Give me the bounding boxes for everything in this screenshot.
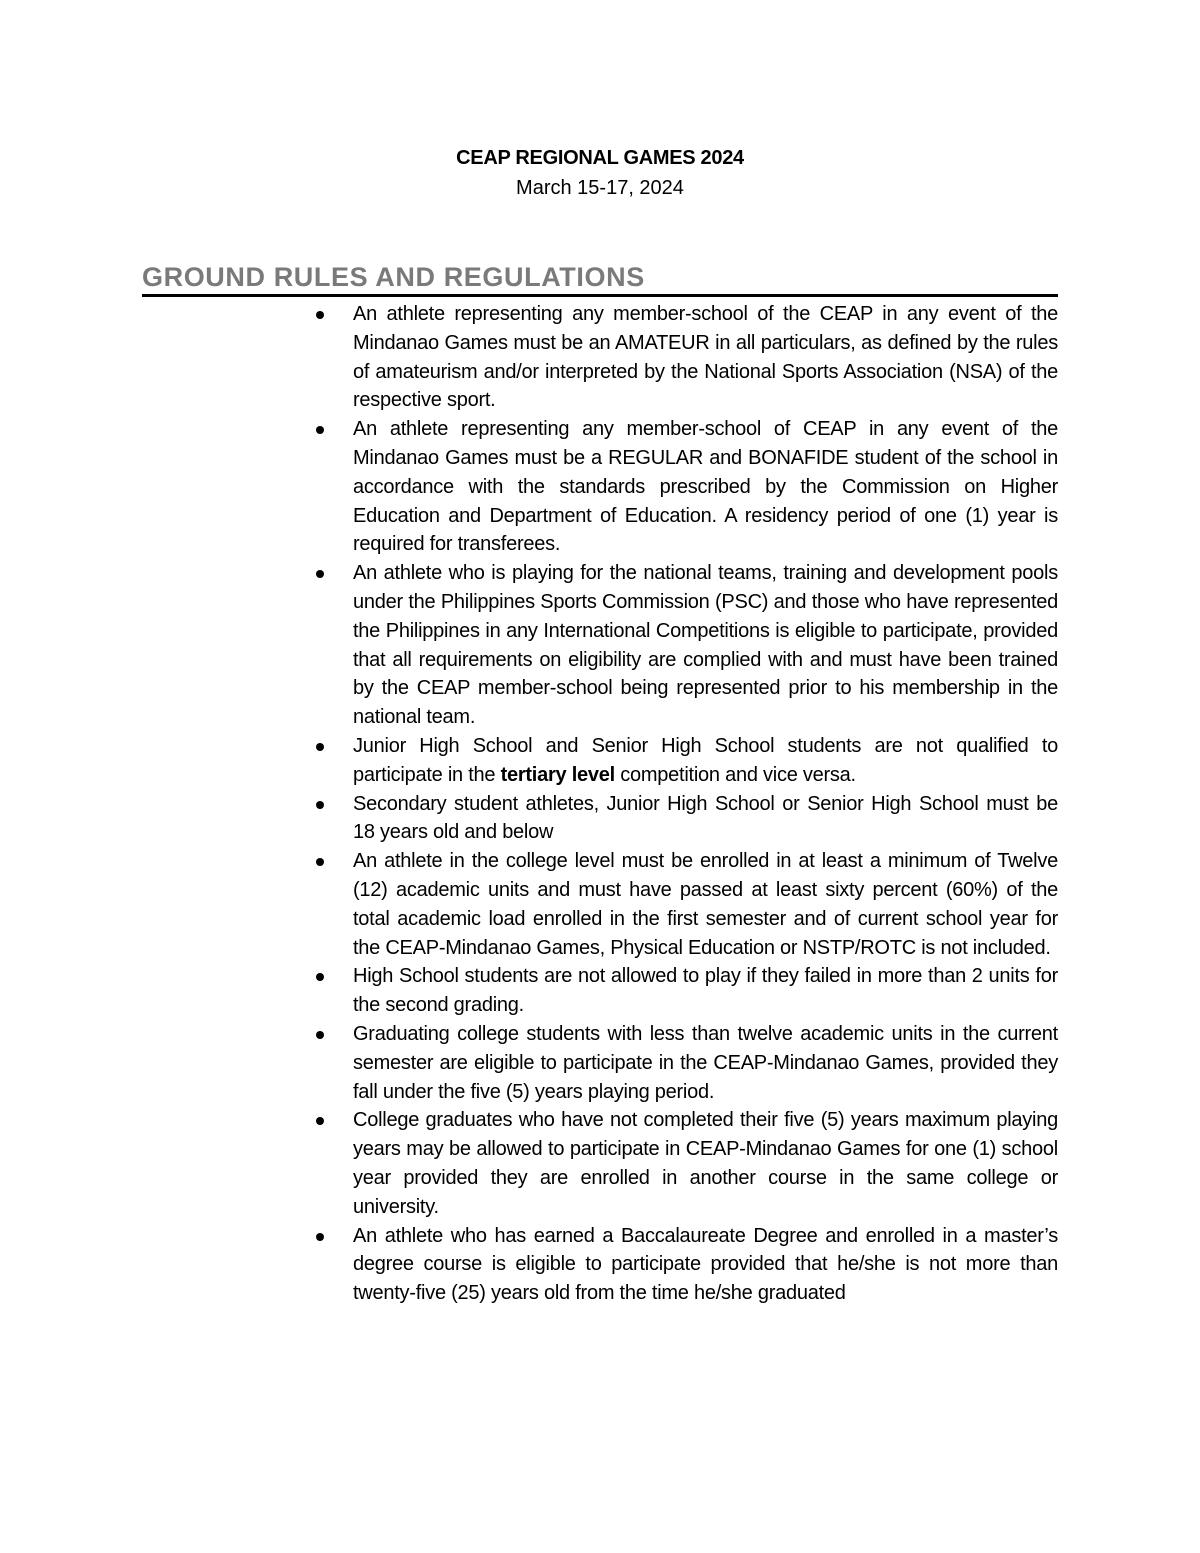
heading-underline	[142, 294, 1058, 297]
rule-text: An athlete representing any member-school of the CEAP in any event of the Mindanao Games must be an AMATEUR in all particulars, as defined by the rules of amateurism and/or interpreted by the National Sports Association (NSA) of the respective sport.	[353, 303, 1058, 412]
rule-item-college-graduates	[300, 1106, 1058, 1221]
rule-text: An athlete who has earned a Baccalaureate Degree and enrolled in a master’s degree course is eligible to participate provided that he/she is not more than twenty-five (25) years old from the time he/she graduated	[353, 1224, 1058, 1305]
rules-list	[300, 300, 1058, 1308]
rule-text-emphasis: tertiary level	[500, 763, 615, 786]
rule-item-regular-student	[300, 415, 1058, 559]
document-title: CEAP REGIONAL GAMES 2024	[456, 147, 744, 169]
rule-item-level-restriction	[300, 732, 1058, 790]
rule-item-amateur	[300, 300, 1058, 415]
rule-item-national-team	[300, 559, 1058, 732]
rule-text: Graduating college students with less than twelve academic units in the current semester are eligible to participate in the CEAP-Mindanao Games, provided they fall under the five (5) years playing period.	[353, 1022, 1058, 1103]
rule-item-masters	[300, 1222, 1058, 1308]
rule-item-hs-grades	[300, 962, 1058, 1020]
rule-text: College graduates who have not completed their five (5) years maximum playing years may be allowed to participate in CEAP-Mindanao Games for one (1) school year provided they are enrolled in another course in the same college or university.	[353, 1109, 1058, 1218]
rule-item-college-units	[300, 847, 1058, 962]
rule-text: An athlete representing any member-school of CEAP in any event of the Mindanao Games must be a REGULAR and BONAFIDE student of the school in accordance with the standards prescribed by the Commission on Higher Education and Department of Education. A residency period of one (1) year is required for transferees.	[353, 418, 1058, 556]
rule-text: Secondary student athletes, Junior High School or Senior High School must be 18 years old and below	[353, 792, 1058, 844]
rule-text: An athlete in the college level must be enrolled in at least a minimum of Twelve (12) academic units and must have passed at least sixty percent (60%) of the total academic load enrolled in the first semester and of current school year for the CEAP-Mindanao Games, Physical Education or NSTP/ROTC is not included.	[353, 850, 1058, 959]
section-heading: GROUND RULES AND REGULATIONS	[142, 262, 645, 292]
rule-text-after: competition and vice versa.	[614, 763, 856, 786]
rule-item-graduating	[300, 1020, 1058, 1106]
rule-item-age-limit	[300, 790, 1058, 848]
rule-text: An athlete who is playing for the national teams, training and development pools under the Philippines Sports Commission (PSC) and those who have represented the Philippines in any International Competitions is eligible to participate, provided that all requirements on eligibility are complied with and must have been trained by the CEAP member-school being represented prior to his membership in the national team.	[353, 562, 1058, 729]
document-date: March 15-17, 2024	[516, 177, 684, 199]
rule-text: High School students are not allowed to play if they failed in more than 2 units for the second grading.	[353, 965, 1058, 1017]
rule-text-before: Junior High School and Senior High School students are not qualified to participate in the	[353, 734, 1058, 786]
